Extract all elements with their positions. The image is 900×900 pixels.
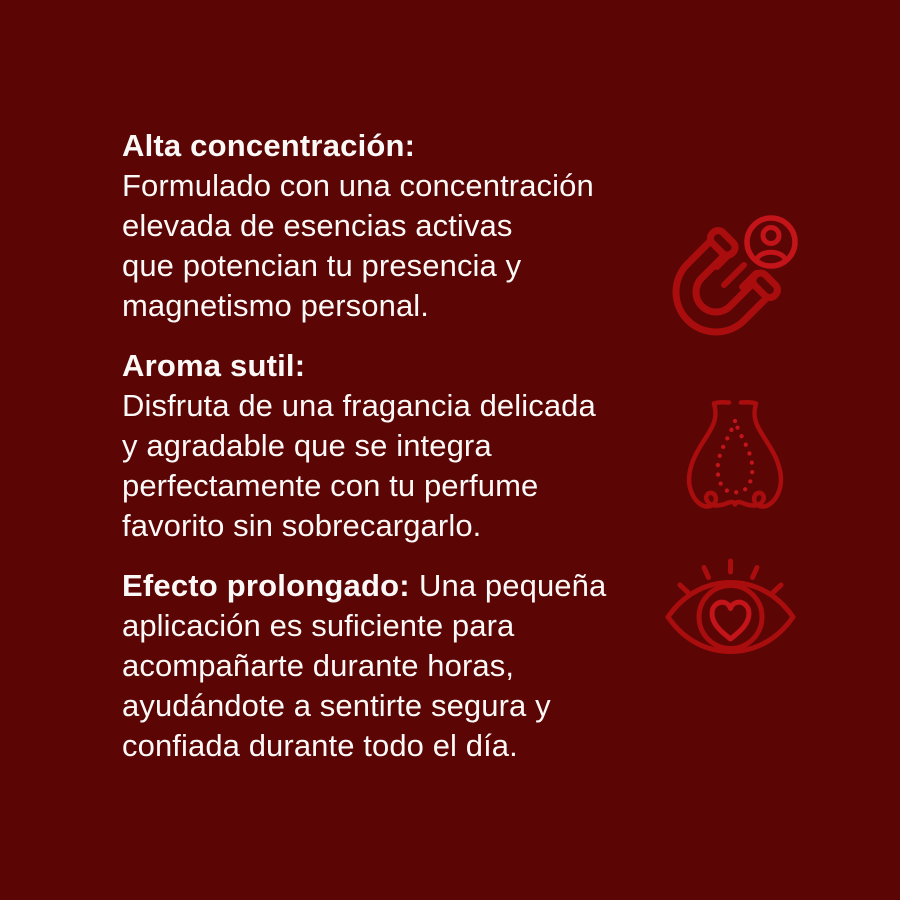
feature-line: elevada de esencias activas — [122, 208, 513, 243]
feature-line-rest: Una pequeña — [419, 568, 607, 603]
magnet-person-icon — [660, 205, 800, 345]
feature-line: y agradable que se integra — [122, 428, 492, 463]
feature-line: aplicación es suficiente para — [122, 608, 515, 643]
feature-block-efecto-prolongado — [122, 566, 702, 766]
heart-icon — [712, 602, 749, 639]
magnet-icon — [660, 228, 780, 345]
feature-heading: Efecto prolongado: — [122, 568, 410, 603]
feature-line: Disfruta de una fragancia delicada — [122, 388, 596, 423]
feature-line: Formulado con una concentración — [122, 168, 594, 203]
feature-block-alta-concentracion — [122, 126, 702, 326]
scent-drop-dots-icon — [718, 421, 753, 492]
feature-line: acompañarte durante horas, — [122, 648, 515, 683]
feature-line: ayudándote a sentirte segura y — [122, 688, 551, 723]
feature-line: perfectamente con tu perfume — [122, 468, 539, 503]
feature-block-aroma-sutil — [122, 346, 702, 546]
feature-line: confiada durante todo el día. — [122, 728, 518, 763]
person-badge-icon — [747, 218, 795, 266]
feature-line: favorito sin sobrecargarlo. — [122, 508, 482, 543]
feature-heading: Alta concentración: — [122, 128, 416, 163]
feature-line: que potencian tu presencia y — [122, 248, 522, 283]
feature-first-line — [122, 566, 702, 606]
feature-line: magnetismo personal. — [122, 288, 429, 323]
eye-heart-icon — [658, 553, 803, 658]
features-list — [122, 126, 702, 766]
nose-icon — [681, 393, 789, 521]
feature-heading: Aroma sutil: — [122, 348, 306, 383]
